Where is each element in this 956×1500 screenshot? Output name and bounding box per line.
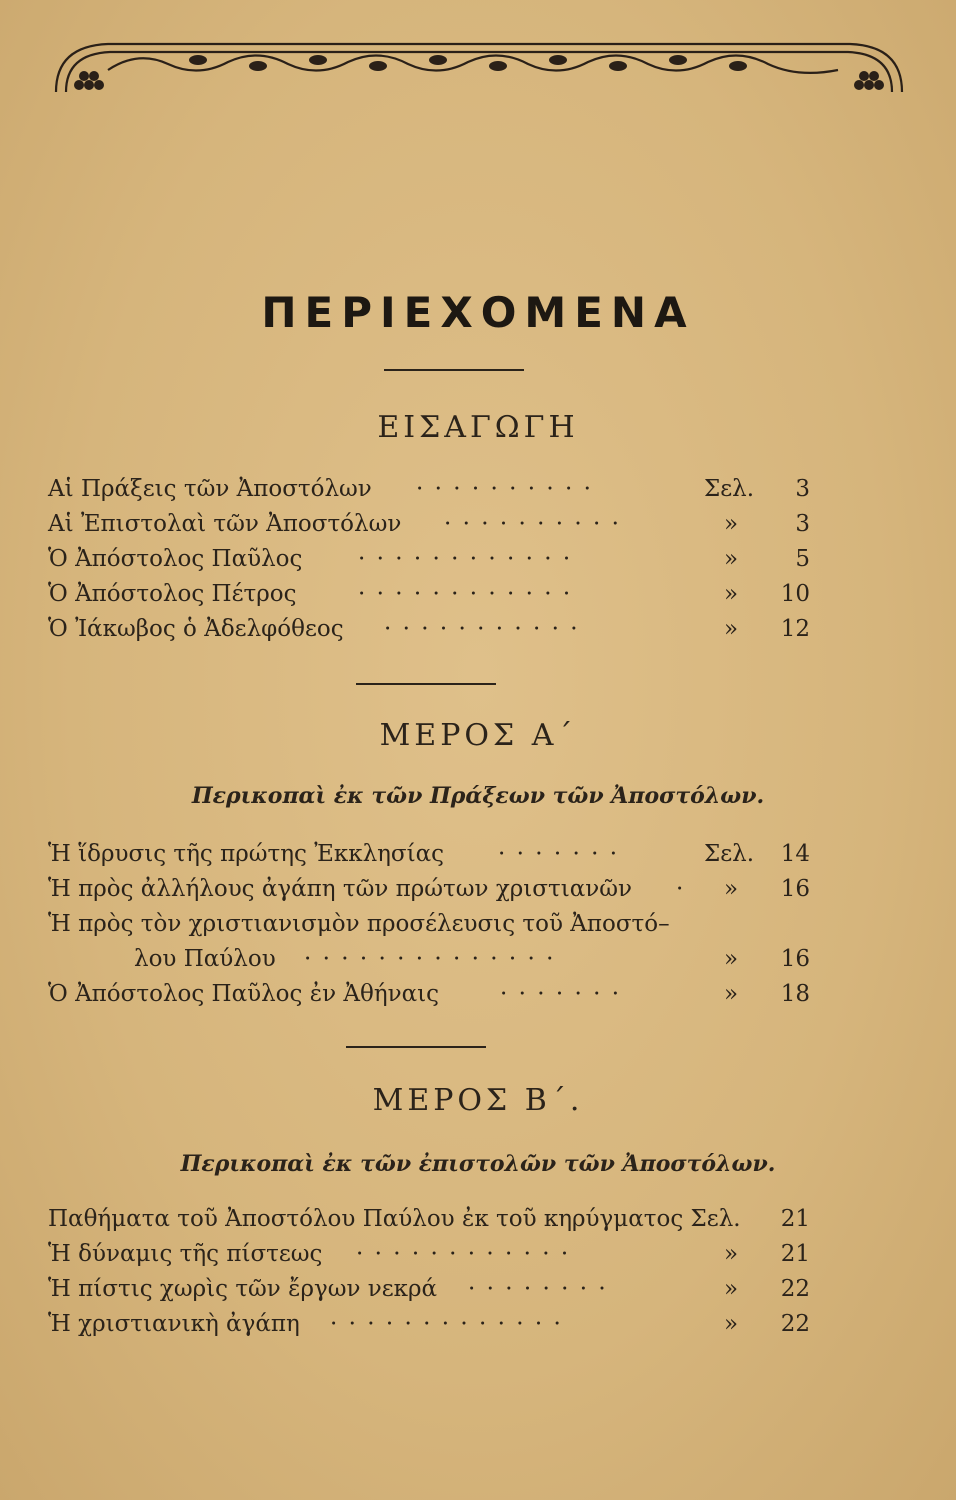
entry-title: Ἡ πίστις χωρὶς τῶν ἔργων νεκρά [48,1276,438,1302]
leader-dots: · · · · · · · · · · · · [356,1241,571,1267]
leader-dots: · · · · · · · · · · · · [358,581,573,607]
section-subtitle-part-a: Περικοπαὶ ἐκ τῶν Πράξεων τῶν Ἀποστόλων. [191,783,765,809]
toc-entry [48,1241,810,1275]
page-number: 10 [780,581,810,607]
entry-title: Ὁ Ἰάκωβος ὁ Ἀδελφόθεος [48,616,344,642]
entry-title: Ἡ πρὸς τὸν χριστιανισμὸν προσέλευσις τοῦ Ἀποστό– [48,911,670,937]
toc-entry [48,476,810,510]
entry-title: Ὁ Ἀπόστολος Πέτρος [48,581,297,607]
page-number: 5 [795,546,810,572]
page-number: 22 [780,1311,810,1337]
leader-dots: · · · · · · · · · · · · [358,546,573,572]
leader-dots: · [676,876,686,902]
page-marker: » [724,616,739,642]
entry-title: Ὁ Ἀπόστολος Παῦλος ἐν Ἀθήναις [48,981,440,1007]
entry-title: Αἱ Ἐπιστολαὶ τῶν Ἀποστόλων [48,511,402,537]
section-title-part-a: ΜΕΡΟΣ Α΄ [379,718,577,753]
page-number: 14 [780,841,810,867]
toc-entry [48,946,810,980]
toc-entry [48,1311,810,1345]
page-marker: Σελ. [704,841,755,867]
toc-entry [48,876,810,910]
divider [356,683,496,685]
page-number: 21 [780,1241,810,1267]
entry-title: Ἡ ἵδρυσις τῆς πρώτης Ἐκκλησίας [48,841,445,867]
entry-title: Αἱ Πράξεις τῶν Ἀποστόλων [48,476,372,502]
page-number: 12 [780,616,810,642]
entry-title: Παθήματα τοῦ Ἀποστόλου Παύλου ἐκ τοῦ κηρύγματος Σελ. [48,1206,741,1232]
toc-entry [48,1206,810,1240]
toc-entry [48,546,810,580]
leader-dots: · · · · · · · [498,841,620,867]
page-number: 18 [780,981,810,1007]
section-title-intro: ΕΙΣΑΓΩΓΗ [377,410,579,445]
leader-dots: · · · · · · · · · · · [384,616,580,642]
page-number: 16 [780,946,810,972]
entry-title: Ἡ δύναμις τῆς πίστεως [48,1241,323,1267]
page-marker: » [724,546,739,572]
section-title-part-b: ΜΕΡΟΣ Β΄. [372,1083,584,1118]
entry-title: λου Παύλου [134,946,276,972]
page-marker: » [724,876,739,902]
leader-dots: · · · · · · · · · · [444,511,621,537]
leader-dots: · · · · · · · · · · · · · [330,1311,563,1337]
page-marker: » [724,1241,739,1267]
page-marker: Σελ. [704,476,755,502]
page-marker: » [724,511,739,537]
page-title: ΠΕΡΙΕΧΟΜΕΝΑ [261,288,695,337]
page-marker: » [724,1311,739,1337]
page-marker: » [724,581,739,607]
vine-ornament-icon [48,36,910,98]
page-number: 21 [780,1206,810,1232]
divider [346,1046,486,1048]
page-marker: » [724,946,739,972]
leader-dots: · · · · · · · [500,981,622,1007]
page-number: 22 [780,1276,810,1302]
page-number: 3 [795,476,810,502]
page-number: 16 [780,876,810,902]
entry-title: Ἡ πρὸς ἀλλήλους ἀγάπη τῶν πρώτων χριστιανῶν [48,876,632,902]
page-marker: » [724,1276,739,1302]
section-subtitle-part-b: Περικοπαὶ ἐκ τῶν ἐπιστολῶν τῶν Ἀποστόλων. [180,1151,776,1177]
divider [384,369,524,371]
toc-entry [48,616,810,650]
entry-title: Ὁ Ἀπόστολος Παῦλος [48,546,303,572]
toc-entry [48,581,810,615]
toc-entry [48,911,810,945]
toc-entry [48,1276,810,1310]
toc-entry [48,841,810,875]
leader-dots: · · · · · · · · · · · · · · [304,946,556,972]
page-number: 3 [795,511,810,537]
page-marker: » [724,981,739,1007]
leader-dots: · · · · · · · · [468,1276,608,1302]
entry-title: Ἡ χριστιανικὴ ἀγάπη [48,1311,300,1337]
toc-entry [48,511,810,545]
toc-entry [48,981,810,1015]
leader-dots: · · · · · · · · · · [416,476,593,502]
